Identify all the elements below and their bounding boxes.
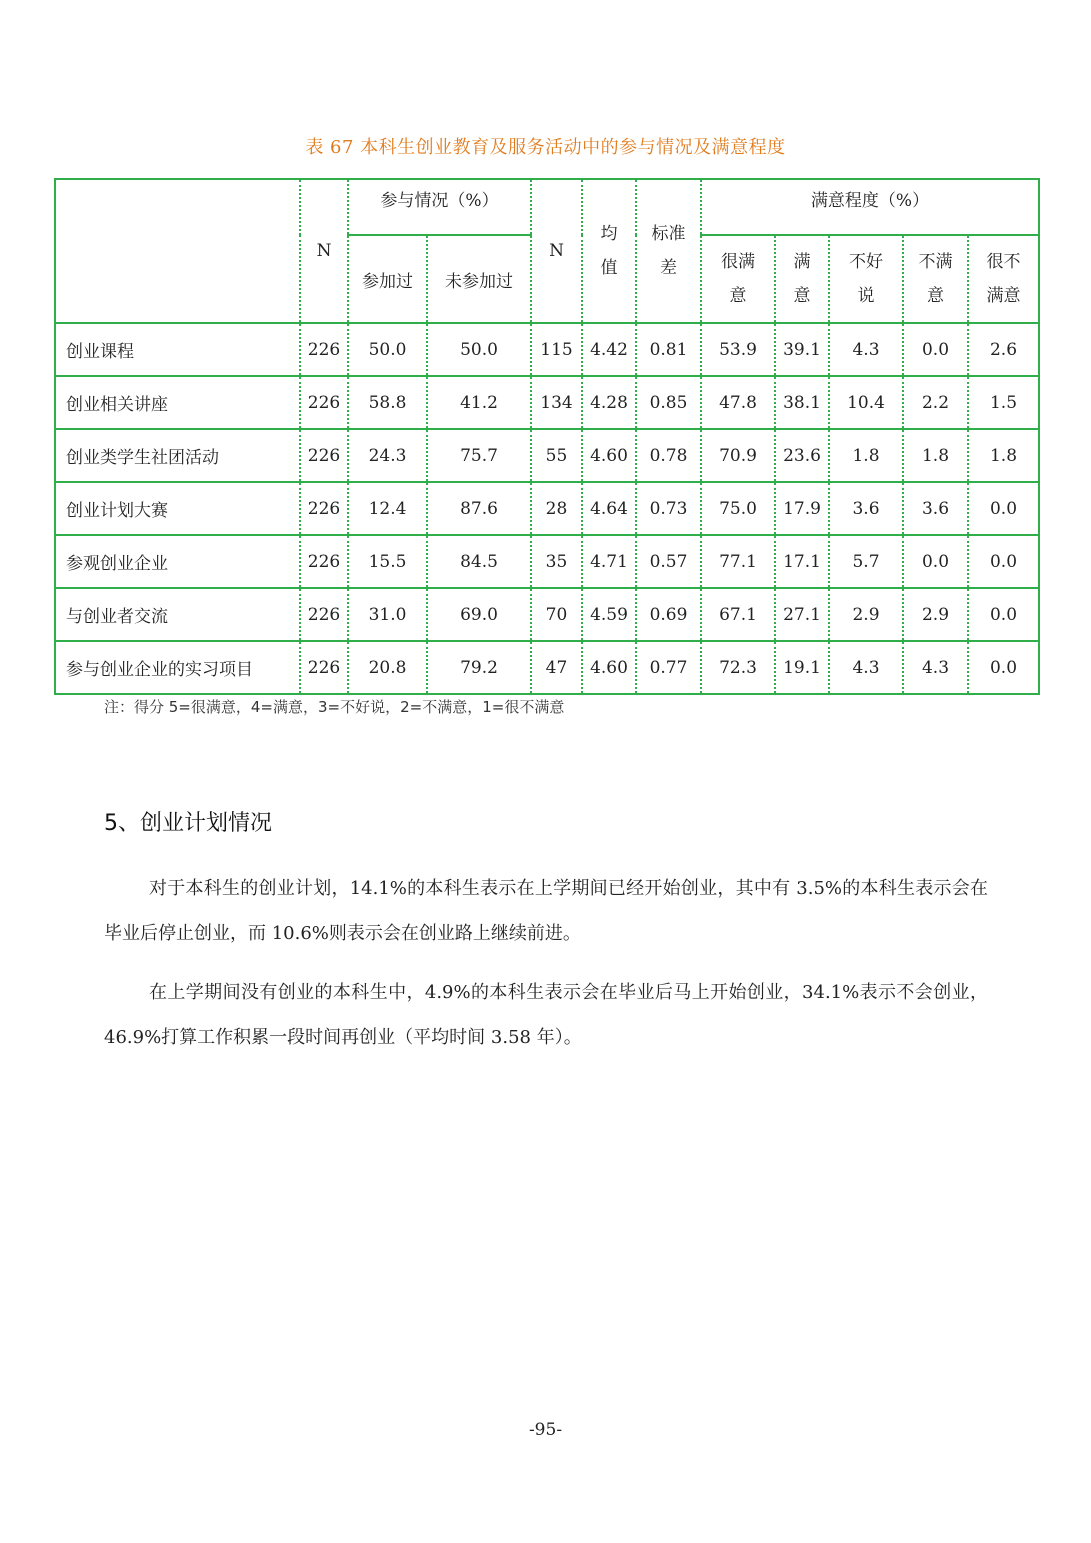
cell-neutral: 3.6 <box>829 482 903 535</box>
header-dissatisfied: 不满意 <box>903 235 968 323</box>
cell-very-dissatisfied: 1.5 <box>968 376 1039 429</box>
row-label: 创业课程 <box>55 323 300 376</box>
cell-participated: 24.3 <box>348 429 427 482</box>
table-caption: 表 67 本科生创业教育及服务活动中的参与情况及满意程度 <box>305 137 786 158</box>
participation-satisfaction-table <box>54 178 1040 695</box>
cell-not-participated: 50.0 <box>427 323 531 376</box>
cell-very-satisfied: 77.1 <box>701 535 775 588</box>
cell-very-dissatisfied: 1.8 <box>968 429 1039 482</box>
row-label: 参观创业企业 <box>55 535 300 588</box>
row-label: 创业类学生社团活动 <box>55 429 300 482</box>
cell-mean: 4.71 <box>582 535 636 588</box>
cell-dissatisfied: 2.2 <box>903 376 968 429</box>
cell-n: 226 <box>300 482 348 535</box>
cell-std: 0.57 <box>636 535 701 588</box>
header-n2: N <box>531 179 582 323</box>
body-paragraph: 在上学期间没有创业的本科生中，4.9%的本科生表示会在毕业后马上开始创业，34.1%表示不会创业，46.9%打算工作积累一段时间再创业（平均时间 3.58 年）。 <box>104 982 988 1048</box>
header-std: 标准差 <box>636 179 701 323</box>
cell-n: 226 <box>300 376 348 429</box>
cell-neutral: 4.3 <box>829 323 903 376</box>
cell-neutral: 2.9 <box>829 588 903 641</box>
cell-n2: 134 <box>531 376 582 429</box>
cell-n2: 47 <box>531 641 582 694</box>
cell-neutral: 10.4 <box>829 376 903 429</box>
cell-very-dissatisfied: 0.0 <box>968 588 1039 641</box>
table-note: 注：得分 5=很满意，4=满意，3=不好说，2=不满意，1=很不满意 <box>104 698 565 716</box>
row-label: 创业相关讲座 <box>55 376 300 429</box>
cell-n: 226 <box>300 429 348 482</box>
cell-not-participated: 69.0 <box>427 588 531 641</box>
cell-not-participated: 75.7 <box>427 429 531 482</box>
cell-neutral: 5.7 <box>829 535 903 588</box>
cell-dissatisfied: 1.8 <box>903 429 968 482</box>
row-label: 与创业者交流 <box>55 588 300 641</box>
table-row <box>55 641 1039 694</box>
cell-n2: 70 <box>531 588 582 641</box>
section-heading: 5、创业计划情况 <box>104 811 272 836</box>
cell-participated: 50.0 <box>348 323 427 376</box>
cell-std: 0.77 <box>636 641 701 694</box>
table-row <box>55 482 1039 535</box>
cell-satisfied: 27.1 <box>775 588 829 641</box>
cell-std: 0.85 <box>636 376 701 429</box>
header-satisfaction-group: 满意程度（%） <box>701 179 1039 235</box>
cell-satisfied: 19.1 <box>775 641 829 694</box>
cell-satisfied: 38.1 <box>775 376 829 429</box>
cell-satisfied: 17.9 <box>775 482 829 535</box>
cell-very-satisfied: 70.9 <box>701 429 775 482</box>
cell-n: 226 <box>300 641 348 694</box>
cell-dissatisfied: 0.0 <box>903 535 968 588</box>
cell-participated: 12.4 <box>348 482 427 535</box>
cell-not-participated: 84.5 <box>427 535 531 588</box>
cell-mean: 4.59 <box>582 588 636 641</box>
table-row <box>55 429 1039 482</box>
header-mean: 均值 <box>582 179 636 323</box>
cell-satisfied: 39.1 <box>775 323 829 376</box>
body-paragraph: 对于本科生的创业计划，14.1%的本科生表示在上学期间已经开始创业，其中有 3.5%的本科生表示会在毕业后停止创业，而 10.6%则表示会在创业路上继续前进。 <box>104 878 988 944</box>
corner-header-cell <box>55 179 300 323</box>
cell-dissatisfied: 3.6 <box>903 482 968 535</box>
cell-mean: 4.42 <box>582 323 636 376</box>
cell-not-participated: 79.2 <box>427 641 531 694</box>
cell-neutral: 1.8 <box>829 429 903 482</box>
header-very-dissatisfied: 很不满意 <box>968 235 1039 323</box>
cell-n2: 28 <box>531 482 582 535</box>
cell-very-satisfied: 67.1 <box>701 588 775 641</box>
row-label: 创业计划大赛 <box>55 482 300 535</box>
cell-mean: 4.28 <box>582 376 636 429</box>
cell-n: 226 <box>300 588 348 641</box>
cell-very-dissatisfied: 0.0 <box>968 641 1039 694</box>
cell-mean: 4.64 <box>582 482 636 535</box>
cell-satisfied: 17.1 <box>775 535 829 588</box>
cell-n2: 35 <box>531 535 582 588</box>
cell-very-satisfied: 47.8 <box>701 376 775 429</box>
cell-mean: 4.60 <box>582 641 636 694</box>
cell-mean: 4.60 <box>582 429 636 482</box>
cell-n2: 55 <box>531 429 582 482</box>
cell-not-participated: 41.2 <box>427 376 531 429</box>
header-not-participated: 未参加过 <box>427 235 531 323</box>
cell-std: 0.73 <box>636 482 701 535</box>
cell-very-satisfied: 75.0 <box>701 482 775 535</box>
cell-very-dissatisfied: 0.0 <box>968 482 1039 535</box>
cell-participated: 20.8 <box>348 641 427 694</box>
header-neutral: 不好说 <box>829 235 903 323</box>
cell-participated: 31.0 <box>348 588 427 641</box>
row-label: 参与创业企业的实习项目 <box>55 641 300 694</box>
table-row <box>55 323 1039 376</box>
cell-very-dissatisfied: 0.0 <box>968 535 1039 588</box>
header-participation-group: 参与情况（%） <box>348 179 531 235</box>
table-row <box>55 535 1039 588</box>
cell-dissatisfied: 2.9 <box>903 588 968 641</box>
cell-std: 0.78 <box>636 429 701 482</box>
cell-std: 0.81 <box>636 323 701 376</box>
header-satisfied: 满意 <box>775 235 829 323</box>
cell-std: 0.69 <box>636 588 701 641</box>
table-row <box>55 376 1039 429</box>
cell-participated: 58.8 <box>348 376 427 429</box>
cell-n2: 115 <box>531 323 582 376</box>
cell-very-dissatisfied: 2.6 <box>968 323 1039 376</box>
header-participated: 参加过 <box>348 235 427 323</box>
cell-n: 226 <box>300 323 348 376</box>
page-number: -95- <box>528 1420 563 1440</box>
header-n: N <box>300 179 348 323</box>
header-very-satisfied: 很满意 <box>701 235 775 323</box>
table-row <box>55 588 1039 641</box>
cell-very-satisfied: 72.3 <box>701 641 775 694</box>
cell-satisfied: 23.6 <box>775 429 829 482</box>
cell-dissatisfied: 0.0 <box>903 323 968 376</box>
cell-neutral: 4.3 <box>829 641 903 694</box>
cell-participated: 15.5 <box>348 535 427 588</box>
cell-n: 226 <box>300 535 348 588</box>
cell-not-participated: 87.6 <box>427 482 531 535</box>
cell-very-satisfied: 53.9 <box>701 323 775 376</box>
cell-dissatisfied: 4.3 <box>903 641 968 694</box>
